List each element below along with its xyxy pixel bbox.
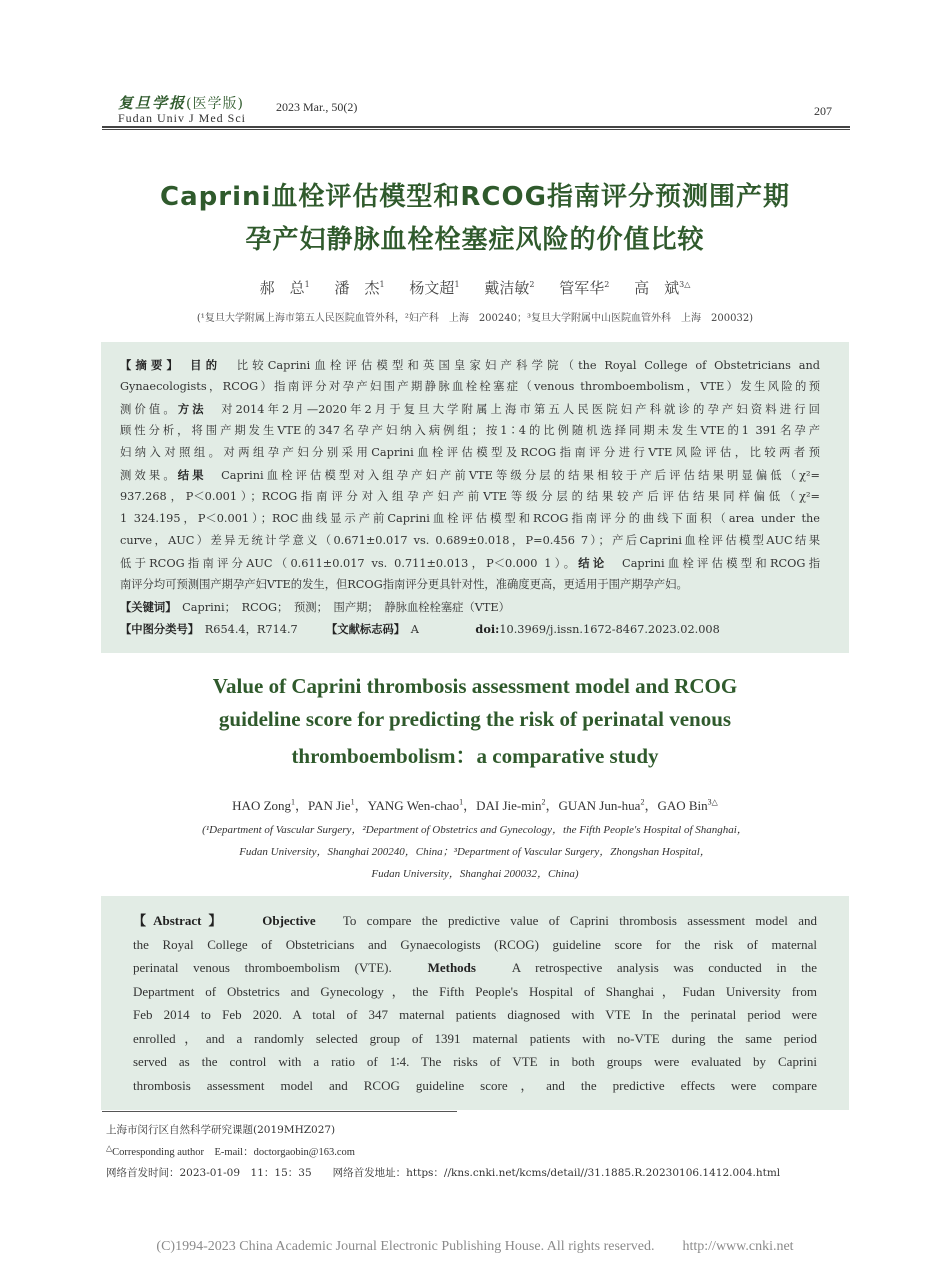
doc-code-value: A <box>410 623 419 636</box>
title-en-line-1: Value of Caprini thrombosis assessment model and RCOG <box>212 674 738 698</box>
online-url[interactable]: https：//kns.cnki.net/kcms/detail//31.1885.R.20230106.1412.004.html <box>406 1167 781 1179</box>
authors-cn <box>60 277 890 298</box>
abstract-line <box>133 1029 817 1049</box>
corresponding-text: Corresponding author E-mail：doctorgaobin@163.com <box>112 1147 355 1158</box>
abstract-text: Caprini血栓评估模型对入组孕产妇产前VTE等级分层的结果相较于产后评估结果明显偏低（χ²= <box>206 469 820 482</box>
doc-code-label: 【文献标志码】 <box>331 622 400 636</box>
keywords-value: Caprini； RCOG； 预测； 围产期； 静脉血栓栓塞症（VTE） <box>182 601 510 614</box>
author-en: GAO Bin$^{3\triangle}$ <box>657 797 718 813</box>
abstract-text: Feb 2014 to Feb 2020. A total of 347 maternal patients diagnosed with VTE In the perinatal period were <box>133 1007 817 1022</box>
abstract-heading: 结论 <box>578 556 608 570</box>
author-cn: 潘 杰$^1$ <box>334 279 385 297</box>
abstract-line <box>120 379 820 395</box>
classification-cn <box>120 621 820 637</box>
abstract-text: 南评分均可预测围产期孕产妇VTE的发生，但RCOG指南评分更具针对性，准确度更高，更适用于围产期孕产妇。 <box>120 578 688 591</box>
abstract-text: enrolled，and a randomly selected group of 1391 maternal patients with no-VTE during the same period <box>133 1030 817 1046</box>
affiliations-en-line-2: Fudan University，Shanghai 200240，China；³Department of Vascular Surgery，Zhongshan Hospital， <box>239 846 711 858</box>
doi-label: doi: <box>475 622 500 636</box>
corresponding-note <box>106 1144 355 1159</box>
online-url-label: 网络首发地址： <box>332 1167 407 1179</box>
title-en-line-3: thromboembolism：a comparative study <box>291 744 659 768</box>
abstract-text: Department of Obstetrics and Gynecology，the Fifth People's Hospital of Shanghai，Fudan University from <box>133 983 817 999</box>
doi-value: 10.3969/j.issn.1672-8467.2023.02.008 <box>499 623 720 636</box>
abstract-text: Gynaecologists，RCOG）指南评分对孕产妇围产期静脉血栓栓塞症（venous thromboembolism，VTE）发生风险的预 <box>120 380 820 393</box>
title-cn-line-2: 孕产妇静脉血栓栓塞症风险的价值比较 <box>245 225 705 255</box>
corresponding-mark: △ <box>106 1143 113 1153</box>
abstract-text: 比较Caprini血栓评估模型和英国皇家妇产科学院（the Royal College of Obstetricians and <box>221 359 820 372</box>
abstract-line <box>133 1076 817 1096</box>
abstract-line <box>133 935 817 955</box>
funding-note: 上海市闵行区自然科学研究课题(2019MHZ027) <box>106 1124 336 1136</box>
journal-name-cn-text: 复旦学报 <box>118 94 187 112</box>
abstract-text: curve，AUC）差异无统计学意义（0.671±0.017 vs. 0.689±0.018，P=0.456 7）；产后Caprini血栓评估模型AUC结果 <box>120 534 820 547</box>
abstract-line <box>120 357 820 373</box>
author-en: PAN Jie$^1$ <box>308 797 355 813</box>
abstract-line <box>133 911 817 931</box>
abstract-line <box>120 445 820 461</box>
abstract-line <box>133 1005 817 1025</box>
abstract-line <box>133 958 817 978</box>
journal-name-cn <box>118 92 244 113</box>
affiliations-en-line-3: Fudan University，Shanghai 200032，China) <box>371 868 579 880</box>
clc-label: 【中图分类号】 <box>120 622 194 636</box>
author-cn: 杨文超$^1$ <box>409 279 460 297</box>
abstract-line <box>133 982 817 1002</box>
abstract-heading: 结果 <box>177 468 207 482</box>
affiliations-en-line-1: (¹Department of Vascular Surgery，²Department of Obstetrics and Gynecology，the Fifth People's Hospital of Shanghai， <box>202 824 748 836</box>
abstract-text: 测效果。 <box>120 469 178 482</box>
footnote-rule <box>102 1111 457 1112</box>
abstract-heading: 方法 <box>177 402 207 416</box>
abstract-text: 937.268，P＜0.001）；RCOG指南评分对入组孕产妇产前VTE等级分层的结果较产后评估结果同样偏低（χ²= <box>120 490 820 503</box>
abstract-text: 对2014年2月—2020年2月于复旦大学附属上海市第五人民医院妇产科就诊的孕产妇资料进行回 <box>206 403 820 416</box>
abstract-heading: Methods <box>427 960 476 975</box>
journal-name-en: Fudan Univ J Med Sci <box>118 111 246 125</box>
abstract-text: 低于RCOG指南评分AUC（0.611±0.017 vs. 0.711±0.013，P＜0.000 1）。 <box>120 557 579 570</box>
abstract-text: 顾性分析，将围产期发生VTE的347名孕产妇纳入病例组；按1∶4的比例随机选择同期未发生VTE的1 391名孕产 <box>120 424 820 437</box>
abstract-line <box>120 555 820 571</box>
abstract-text: A retrospective analysis was conducted in the <box>475 960 817 975</box>
abstract-text: Caprini血栓评估模型和RCOG指 <box>607 557 820 570</box>
author-en: DAI Jie-$\min^2$ <box>476 797 546 813</box>
abstract-text: served as the control with a ratio of 1∶4. The risks of VTE in both groups were evaluated by Caprini <box>133 1054 817 1069</box>
author-en: HAO Zong$^1$ <box>232 797 296 813</box>
abstract-text: 1 324.195，P＜0.001）；ROC曲线显示产前Caprini血栓评估模型和RCOG指南评分的曲线下面积（area under the <box>120 512 820 525</box>
online-publish-note <box>106 1165 780 1180</box>
abstract-line <box>120 467 820 483</box>
author-en: YANG Wen-chao$^1$ <box>367 797 464 813</box>
header-rule <box>102 126 850 128</box>
authors-en: HAO Zong$^1$，PAN Jie$^1$，YANG Wen-chao$^1$，DAI Jie-$\min^2$，GUAN Jun-hua$^2$，GAO Bin$^{3\triangle}$ <box>232 797 718 813</box>
copyright-notice: (C)1994-2023 China Academic Journal Electronic Publishing House. All rights reserved. http://www.cnki.net <box>156 1239 794 1254</box>
author-cn: 管军华$^2$ <box>559 279 610 297</box>
abstract-text: thrombosis assessment model and RCOG guideline score，and the predictive effects were compare <box>133 1077 817 1093</box>
author-cn: 郝 总$^1$ <box>259 279 310 297</box>
page-number: 207 <box>814 104 832 118</box>
author-cn: 戴洁敏$^2$ <box>484 279 535 297</box>
online-time: 2023-01-09 11：15：35 <box>179 1167 312 1179</box>
keywords-label: 【关键词】 <box>120 600 171 614</box>
abstract-heading: 【Abstract】 Objective <box>133 913 316 928</box>
abstract-text: To compare the predictive value of Caprini thrombosis assessment model and <box>315 913 817 928</box>
abstract-text: 妇纳入对照组。对两组孕产妇分别采用Caprini血栓评估模型及RCOG指南评分进行VTE风险评估，比较两者预 <box>120 446 820 459</box>
abstract-line <box>120 533 820 549</box>
abstract-heading: 【摘要】 目的 <box>120 358 222 372</box>
abstract-line <box>133 1052 817 1072</box>
issue-info: 2023 Mar., 50(2) <box>276 100 358 114</box>
abstract-text: 测价值。 <box>120 403 178 416</box>
title-en-line-2: guideline score for predicting the risk of perinatal venous <box>218 707 732 731</box>
abstract-text: the Royal College of Obstetricians and Gynaecologists (RCOG) guideline score for the risk of maternal <box>133 936 817 952</box>
header-rule-thin <box>102 129 850 130</box>
journal-name-cn-sub: (医学版) <box>186 96 244 112</box>
abstract-line <box>120 423 820 439</box>
abstract-line <box>120 401 820 417</box>
author-en: GUAN Jun-hua$^2$ <box>558 797 645 813</box>
title-cn-line-1: Caprini血栓评估模型和RCOG指南评分预测围产期 <box>160 182 790 212</box>
abstract-line <box>120 577 820 593</box>
keywords-cn <box>120 599 820 615</box>
affiliations-cn: (¹复旦大学附属上海市第五人民医院血管外科，²妇产科 上海 200240；³复旦大学附属中山医院血管外科 上海 200032) <box>196 313 754 324</box>
author-cn: 高 斌$^{3\triangle}$ <box>634 279 691 297</box>
abstract-line <box>120 489 820 505</box>
clc-value: R654.4，R714.7 <box>204 623 298 636</box>
online-time-label: 网络首发时间： <box>106 1167 180 1179</box>
abstract-text: perinatal venous thromboembolism (VTE). <box>133 960 428 975</box>
abstract-line <box>120 511 820 527</box>
